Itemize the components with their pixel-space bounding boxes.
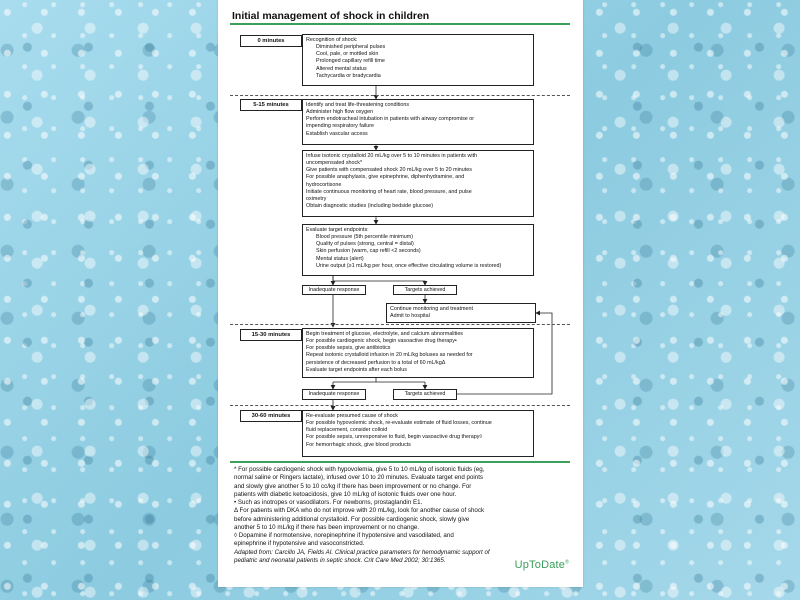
evaluate-line: Quality of pulses (strong, central = distal) xyxy=(316,241,414,248)
citation-line: pediatric and neonatal patients in septic shock. Crit Care Med 2002; 30:1365. xyxy=(234,556,446,564)
infuse-line: Obtain diagnostic studies (including bedside glucose) xyxy=(306,202,434,209)
evaluate-line: Blood pressure (5th percentile minimum) xyxy=(316,234,414,241)
infuse-line: Initiate continuous monitoring of heart rate, blood pressure, and pulse xyxy=(306,188,472,195)
reevaluate-line: fluid replacement, consider colloid xyxy=(306,427,388,434)
infuse-line: hydrocortisone xyxy=(306,181,342,188)
identify-line: Administer high flow oxygen xyxy=(306,109,374,116)
citation-line: Adapted from: Carcillo JA, Fields AI. Clinical practice parameters for hemodynamic support of xyxy=(234,548,490,556)
continue-line: Admit to hospital xyxy=(390,313,430,320)
identify-line: Identify and treat life-threatening conditions xyxy=(306,102,410,108)
reevaluate-line: For possible sepsis, unresponsive to fluid, begin vasoactive drug therapy◊ xyxy=(306,434,483,441)
infuse-crystalloid-box xyxy=(302,150,534,217)
begin-line: For possible cardiogenic shock, begin vasoactive drug therapy• xyxy=(306,338,457,345)
identify-line: Establish vascular access xyxy=(306,130,368,137)
infuse-line: Give patients with compensated shock 20 mL/kg over 5 to 20 minutes xyxy=(306,167,472,174)
infuse-line: uncompensated shock* xyxy=(306,160,363,167)
page-title: Initial management of shock in children xyxy=(232,10,430,22)
evaluate-line: Skin perfusion (warm, cap refill <2 seconds) xyxy=(316,248,421,255)
reevaluate-line: For hemorrhagic shock, give blood products xyxy=(306,441,411,448)
footnote-line: epinephrine if hypotensive and vasoconstricted. xyxy=(234,540,365,548)
recognition-line: Prolonged capillary refill time xyxy=(316,58,385,65)
document-page xyxy=(218,0,583,587)
begin-line: For possible sepsis, give antibiotics xyxy=(306,345,391,352)
time-15-30-minutes: 15-30 minutes xyxy=(240,329,302,341)
divider-2 xyxy=(230,324,570,325)
begin-treatment-box xyxy=(302,328,534,378)
footnotes xyxy=(234,466,569,565)
footnote-line: and slowly give another 5 to 10 cc/kg if there has been improvement or no change. For xyxy=(234,482,472,490)
divider-1 xyxy=(230,95,570,96)
uptodate-logo xyxy=(515,559,569,571)
infuse-line: oximetry xyxy=(306,195,327,202)
evaluate-line: Evaluate target endpoints: xyxy=(306,227,369,233)
reevaluate-line: Re-evaluate presumed cause of shock xyxy=(306,413,398,419)
begin-line: persistence of decreased perfusion to a total of 60 mL/kgΔ xyxy=(306,359,446,366)
logo-text: UpToDate xyxy=(514,559,566,571)
inadequate-response-1: Inadequate response xyxy=(302,285,366,295)
recognition-line: Altered mental status xyxy=(316,65,367,72)
footnote-line: another 5 to 10 mL/kg if there has been improvement or no change. xyxy=(234,523,420,531)
footnote-line: * For possible cardiogenic shock with hypovolemia, give 5 to 10 mL/kg of isotonic fluids (eg, xyxy=(234,466,485,473)
identify-treat-box xyxy=(302,99,534,145)
footnote-rule xyxy=(230,461,570,463)
inadequate-response-2: Inadequate response xyxy=(302,389,366,400)
evaluate-line: Mental status (alert) xyxy=(316,255,364,262)
targets-achieved-1: Targets achieved xyxy=(393,285,457,295)
identify-line: Perform endotracheal intubation in patients with airway compromise or xyxy=(306,116,475,123)
footnote-line: before administering additional crystalloid. For possible cardiogenic shock, slowly give xyxy=(234,515,470,523)
re-evaluate-box xyxy=(302,410,534,457)
begin-line: Repeat isotonic crystalloid infusion in 20 mL/kg boluses as needed for xyxy=(306,352,473,359)
reevaluate-line: For possible hypovolemic shock, re-evaluate estimate of fluid losses, continue xyxy=(306,420,492,427)
begin-line: Begin treatment of glucose, electrolyte, and calcium abnormalities xyxy=(306,331,464,337)
footnote-line: normal saline or Ringers lactate), infused over 10 to 20 minutes. Evaluate target end points xyxy=(234,474,484,482)
evaluate-endpoints-box xyxy=(302,224,534,276)
logo-registered-mark: ® xyxy=(565,559,569,566)
recognition-line: Diminished peripheral pulses xyxy=(316,44,386,51)
time-30-60-minutes: 30-60 minutes xyxy=(240,410,302,422)
recognition-line: Recognition of shock: xyxy=(306,37,358,43)
continue-line: Continue monitoring and treatment xyxy=(390,306,474,312)
footnote-line: ◊ Dopamine if normotensive, norepinephrine if hypotensive and vasodilated, and xyxy=(234,532,454,539)
time-5-15-minutes: 5-15 minutes xyxy=(240,99,302,111)
evaluate-line: Urine output (≥1 mL/kg per hour, once effective circulating volume is restored) xyxy=(316,262,502,269)
footnote-line: patients with diabetic ketoacidosis, give 10 mL/kg of isotonic fluids over one hour. xyxy=(234,490,457,498)
continue-monitoring-box xyxy=(386,303,536,323)
time-0-minutes: 0 minutes xyxy=(240,35,302,47)
recognition-line: Cool, pale, or mottled skin xyxy=(316,51,379,58)
recognition-line: Tachycardia or bradycardia xyxy=(316,72,381,79)
targets-achieved-2: Targets achieved xyxy=(393,389,457,400)
footnote-line: • Such as inotropes or vasodilators. For newborns, prostaglandin E1. xyxy=(234,499,423,506)
recognition-box xyxy=(302,34,534,86)
begin-line: Evaluate target endpoints after each bolus xyxy=(306,366,407,373)
footnote-line: Δ For patients with DKA who do not improve with 20 mL/kg, look for another cause of shock xyxy=(234,507,485,515)
identify-line: impending respiratory failure xyxy=(306,123,375,130)
infuse-line: Infuse isotonic crystalloid 20 mL/kg over 5 to 10 minutes in patients with xyxy=(306,153,478,159)
divider-3 xyxy=(230,405,570,406)
infuse-line: For possible anaphylaxis, give epinephrine, diphenhydramine, and xyxy=(306,174,465,181)
